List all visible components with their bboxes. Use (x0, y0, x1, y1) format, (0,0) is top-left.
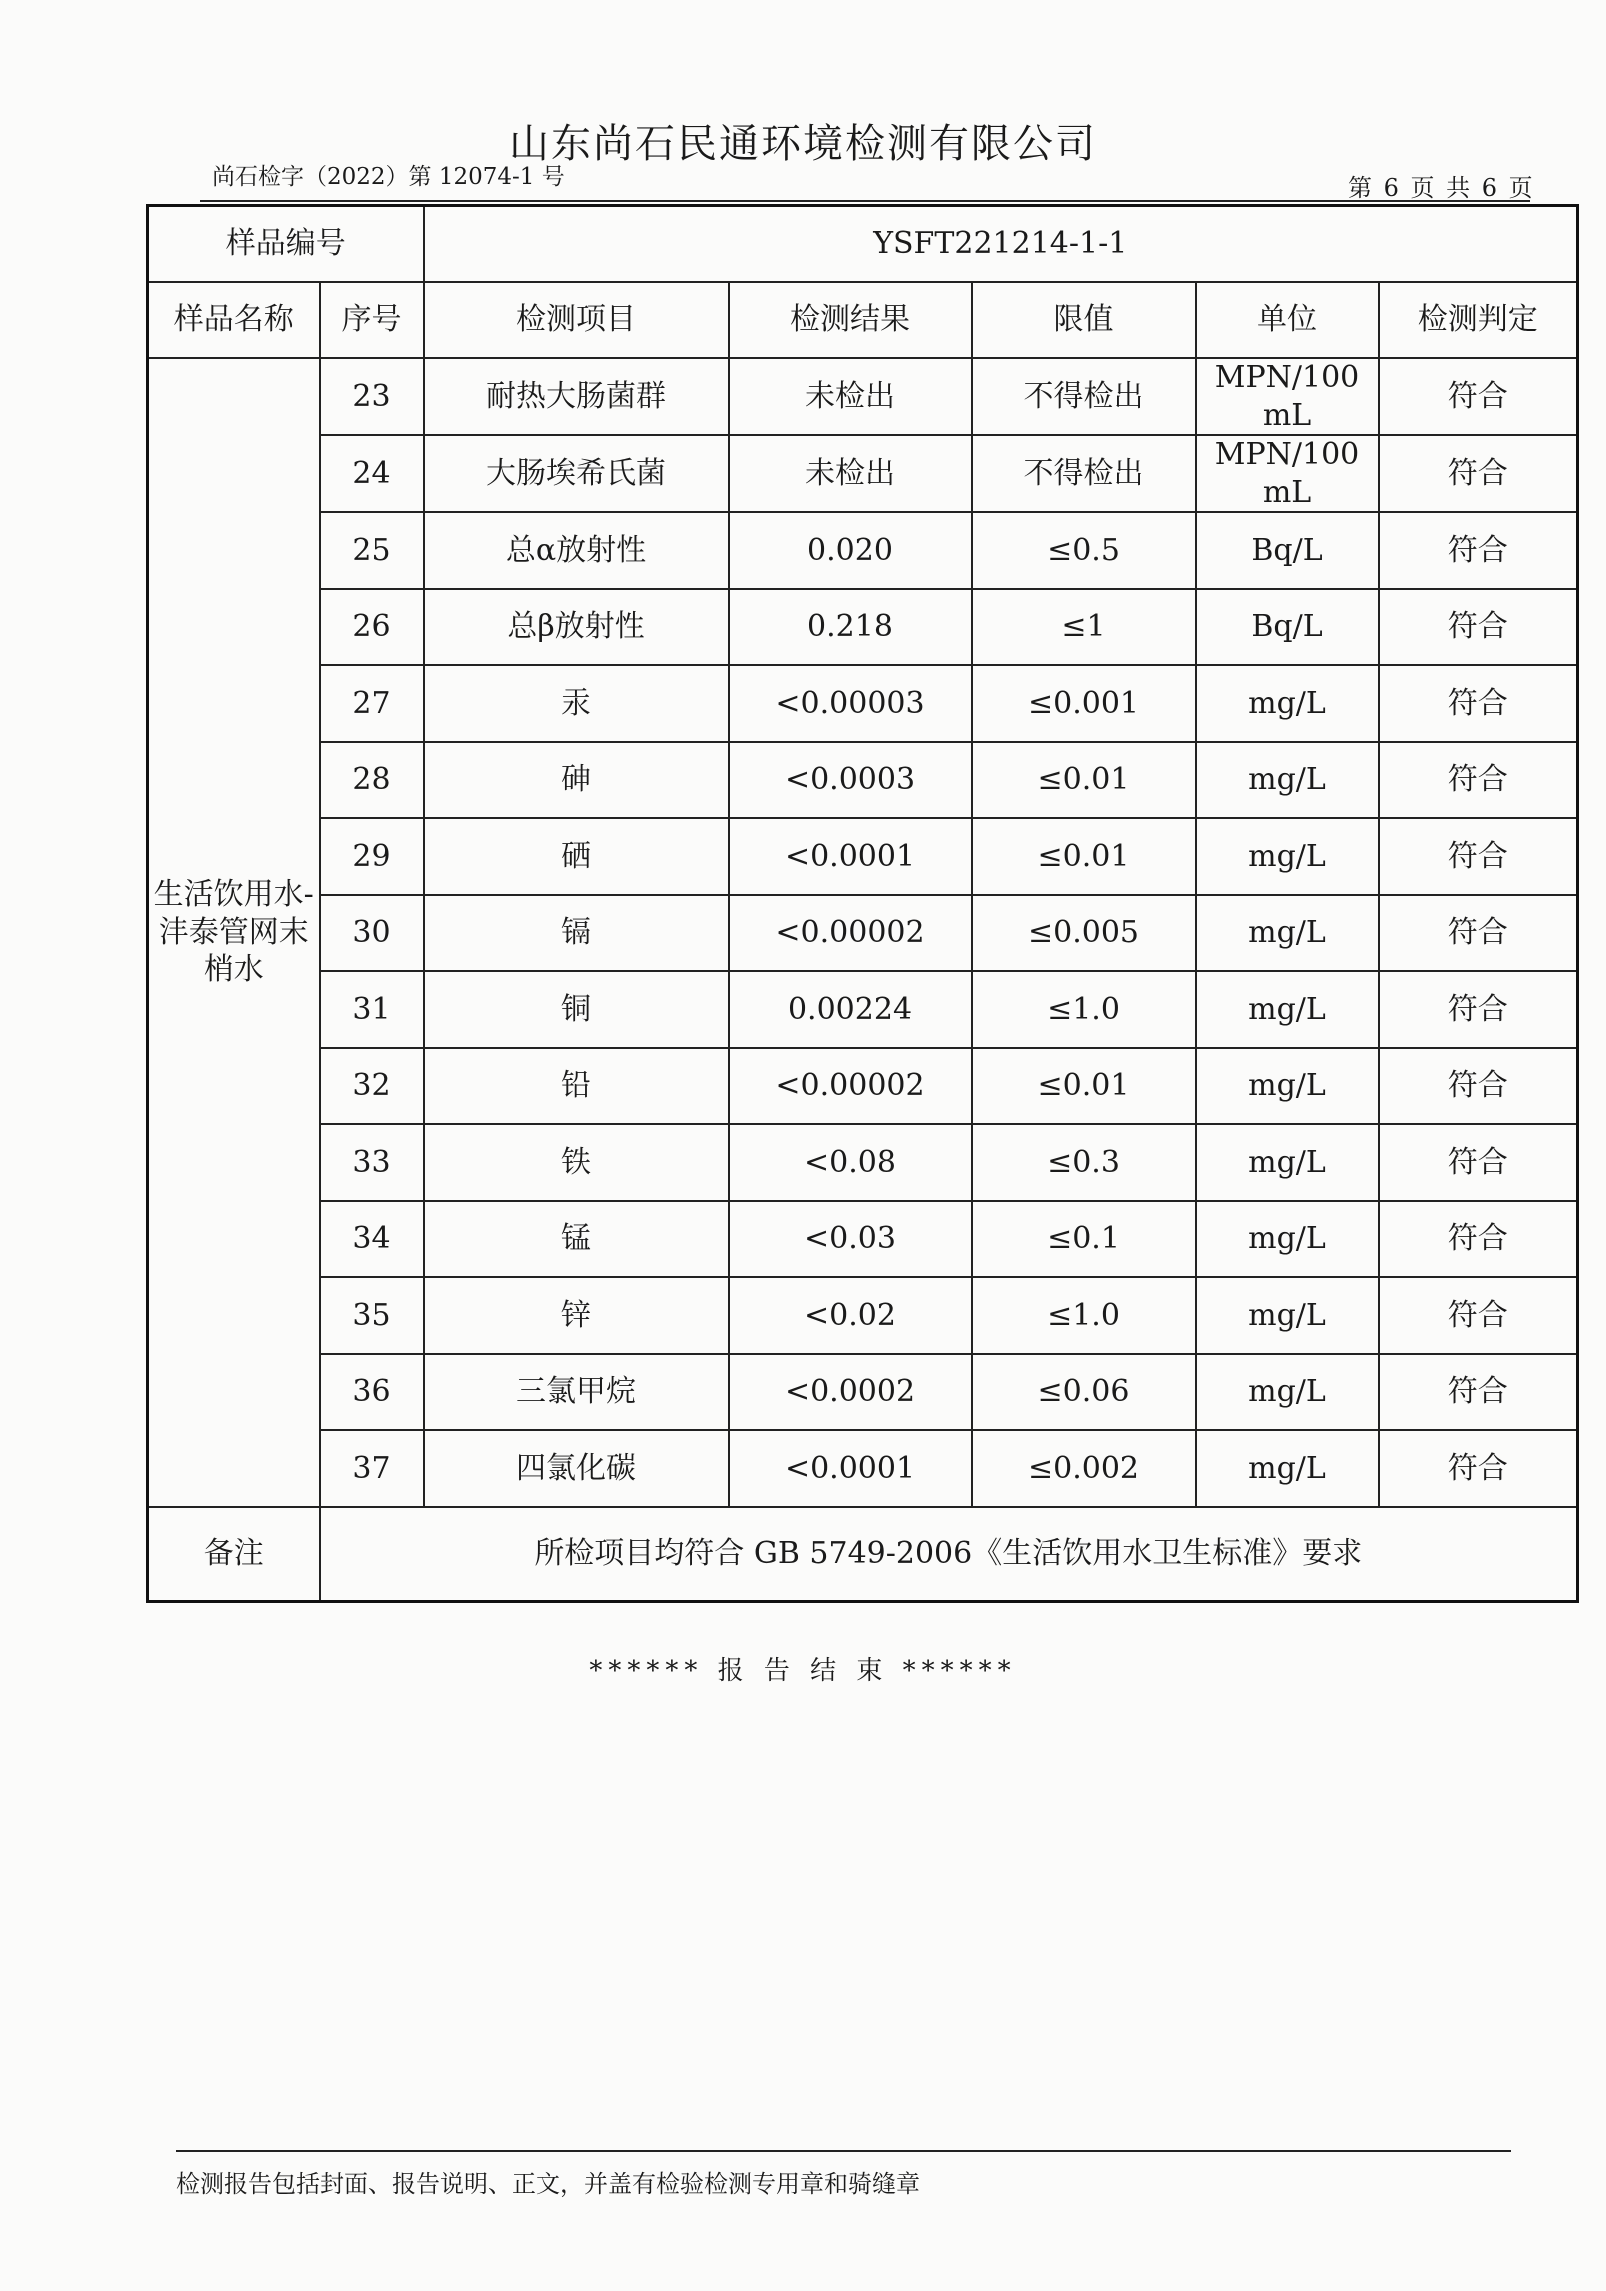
item-cell: 锰 (424, 1201, 729, 1278)
table-row (148, 895, 1578, 972)
item-cell: 四氯化碳 (424, 1430, 729, 1507)
result-cell: <0.0001 (729, 1430, 972, 1507)
result-cell: <0.0002 (729, 1354, 972, 1431)
seq-cell: 29 (320, 818, 424, 895)
result-cell: 0.00224 (729, 971, 972, 1048)
limit-cell: ≤1.0 (972, 971, 1196, 1048)
col-header-limit: 限值 (972, 282, 1196, 358)
unit-cell: mg/L (1196, 1048, 1379, 1125)
item-cell: 铅 (424, 1048, 729, 1125)
limit-cell: 不得检出 (972, 435, 1196, 512)
table-row (148, 358, 1578, 435)
judgement-cell: 符合 (1379, 435, 1578, 512)
seq-cell: 24 (320, 435, 424, 512)
judgement-cell: 符合 (1379, 1201, 1578, 1278)
unit-cell: mg/L (1196, 971, 1379, 1048)
result-cell: <0.02 (729, 1277, 972, 1354)
result-cell: <0.08 (729, 1124, 972, 1201)
col-header-item: 检测项目 (424, 282, 729, 358)
judgement-cell: 符合 (1379, 1048, 1578, 1125)
limit-cell: 不得检出 (972, 358, 1196, 435)
table-row (148, 665, 1578, 742)
limit-cell: ≤0.5 (972, 512, 1196, 589)
limit-cell: ≤0.001 (972, 665, 1196, 742)
seq-cell: 31 (320, 971, 424, 1048)
result-cell: 未检出 (729, 435, 972, 512)
table-row (148, 1430, 1578, 1507)
unit-cell: mg/L (1196, 1201, 1379, 1278)
judgement-cell: 符合 (1379, 589, 1578, 666)
limit-cell: ≤1.0 (972, 1277, 1196, 1354)
report-end-mark: ****** 报 告 结 束 ****** (589, 1656, 1017, 1686)
table-row (148, 1048, 1578, 1125)
judgement-cell: 符合 (1379, 971, 1578, 1048)
sample-id-value: YSFT221214-1-1 (424, 206, 1578, 283)
unit-cell: MPN/100 mL (1196, 435, 1379, 512)
column-header-row (148, 282, 1578, 358)
result-cell: <0.00002 (729, 895, 972, 972)
col-header-sample-name: 样品名称 (148, 282, 320, 358)
seq-cell: 32 (320, 1048, 424, 1125)
page-indicator: 第 6 页 共 6 页 (1348, 174, 1535, 202)
item-cell: 耐热大肠菌群 (424, 358, 729, 435)
result-cell: <0.0003 (729, 742, 972, 819)
note-text: 所检项目均符合 GB 5749-2006《生活饮用水卫生标准》要求 (320, 1507, 1578, 1602)
note-label: 备注 (148, 1507, 320, 1602)
limit-cell: ≤0.01 (972, 818, 1196, 895)
unit-cell: MPN/100 mL (1196, 358, 1379, 435)
item-cell: 镉 (424, 895, 729, 972)
limit-cell: ≤0.06 (972, 1354, 1196, 1431)
sample-name-cell: 生活饮用水-沣泰管网末梢水 (148, 358, 320, 1507)
limit-cell: ≤0.1 (972, 1201, 1196, 1278)
seq-cell: 33 (320, 1124, 424, 1201)
col-header-result: 检测结果 (729, 282, 972, 358)
table-row (148, 818, 1578, 895)
table-row (148, 1201, 1578, 1278)
note-row (148, 1507, 1578, 1602)
judgement-cell: 符合 (1379, 1354, 1578, 1431)
table-row (148, 1277, 1578, 1354)
item-cell: 铁 (424, 1124, 729, 1201)
unit-cell: Bq/L (1196, 589, 1379, 666)
unit-cell: mg/L (1196, 1124, 1379, 1201)
item-cell: 汞 (424, 665, 729, 742)
col-header-judgement: 检测判定 (1379, 282, 1578, 358)
unit-cell: mg/L (1196, 895, 1379, 972)
item-cell: 锌 (424, 1277, 729, 1354)
judgement-cell: 符合 (1379, 1124, 1578, 1201)
judgement-cell: 符合 (1379, 742, 1578, 819)
judgement-cell: 符合 (1379, 818, 1578, 895)
document-number: 尚石检字（2022）第 12074-1 号 (212, 164, 565, 190)
item-cell: 砷 (424, 742, 729, 819)
footer-divider (176, 2150, 1511, 2152)
judgement-cell: 符合 (1379, 358, 1578, 435)
seq-cell: 30 (320, 895, 424, 972)
header-divider (200, 200, 1530, 202)
sample-id-row (148, 206, 1578, 283)
table-row (148, 1354, 1578, 1431)
table-row (148, 742, 1578, 819)
seq-cell: 28 (320, 742, 424, 819)
limit-cell: ≤0.002 (972, 1430, 1196, 1507)
result-cell: 未检出 (729, 358, 972, 435)
unit-cell: mg/L (1196, 1354, 1379, 1431)
table-row (148, 435, 1578, 512)
results-table (146, 204, 1579, 1603)
item-cell: 总β放射性 (424, 589, 729, 666)
seq-cell: 37 (320, 1430, 424, 1507)
judgement-cell: 符合 (1379, 895, 1578, 972)
item-cell: 铜 (424, 971, 729, 1048)
judgement-cell: 符合 (1379, 665, 1578, 742)
unit-cell: mg/L (1196, 742, 1379, 819)
col-header-unit: 单位 (1196, 282, 1379, 358)
footer-note: 检测报告包括封面、报告说明、正文，并盖有检验检测专用章和骑缝章 (176, 2170, 920, 2198)
judgement-cell: 符合 (1379, 1277, 1578, 1354)
seq-cell: 23 (320, 358, 424, 435)
judgement-cell: 符合 (1379, 1430, 1578, 1507)
seq-cell: 36 (320, 1354, 424, 1431)
limit-cell: ≤0.01 (972, 1048, 1196, 1125)
result-cell: 0.218 (729, 589, 972, 666)
judgement-cell: 符合 (1379, 512, 1578, 589)
table-row (148, 1124, 1578, 1201)
result-cell: <0.00002 (729, 1048, 972, 1125)
item-cell: 三氯甲烷 (424, 1354, 729, 1431)
unit-cell: Bq/L (1196, 512, 1379, 589)
limit-cell: ≤0.01 (972, 742, 1196, 819)
company-name: 山东尚石民通环境检测有限公司 (509, 121, 1097, 167)
col-header-seq: 序号 (320, 282, 424, 358)
seq-cell: 26 (320, 589, 424, 666)
sample-id-label: 样品编号 (148, 206, 424, 283)
seq-cell: 27 (320, 665, 424, 742)
seq-cell: 34 (320, 1201, 424, 1278)
table-row (148, 971, 1578, 1048)
item-cell: 总α放射性 (424, 512, 729, 589)
result-cell: 0.020 (729, 512, 972, 589)
seq-cell: 35 (320, 1277, 424, 1354)
unit-cell: mg/L (1196, 665, 1379, 742)
limit-cell: ≤0.3 (972, 1124, 1196, 1201)
item-cell: 大肠埃希氏菌 (424, 435, 729, 512)
unit-cell: mg/L (1196, 1277, 1379, 1354)
table-row (148, 589, 1578, 666)
result-cell: <0.03 (729, 1201, 972, 1278)
limit-cell: ≤0.005 (972, 895, 1196, 972)
table-row (148, 512, 1578, 589)
seq-cell: 25 (320, 512, 424, 589)
item-cell: 硒 (424, 818, 729, 895)
unit-cell: mg/L (1196, 1430, 1379, 1507)
result-cell: <0.0001 (729, 818, 972, 895)
unit-cell: mg/L (1196, 818, 1379, 895)
limit-cell: ≤1 (972, 589, 1196, 666)
result-cell: <0.00003 (729, 665, 972, 742)
